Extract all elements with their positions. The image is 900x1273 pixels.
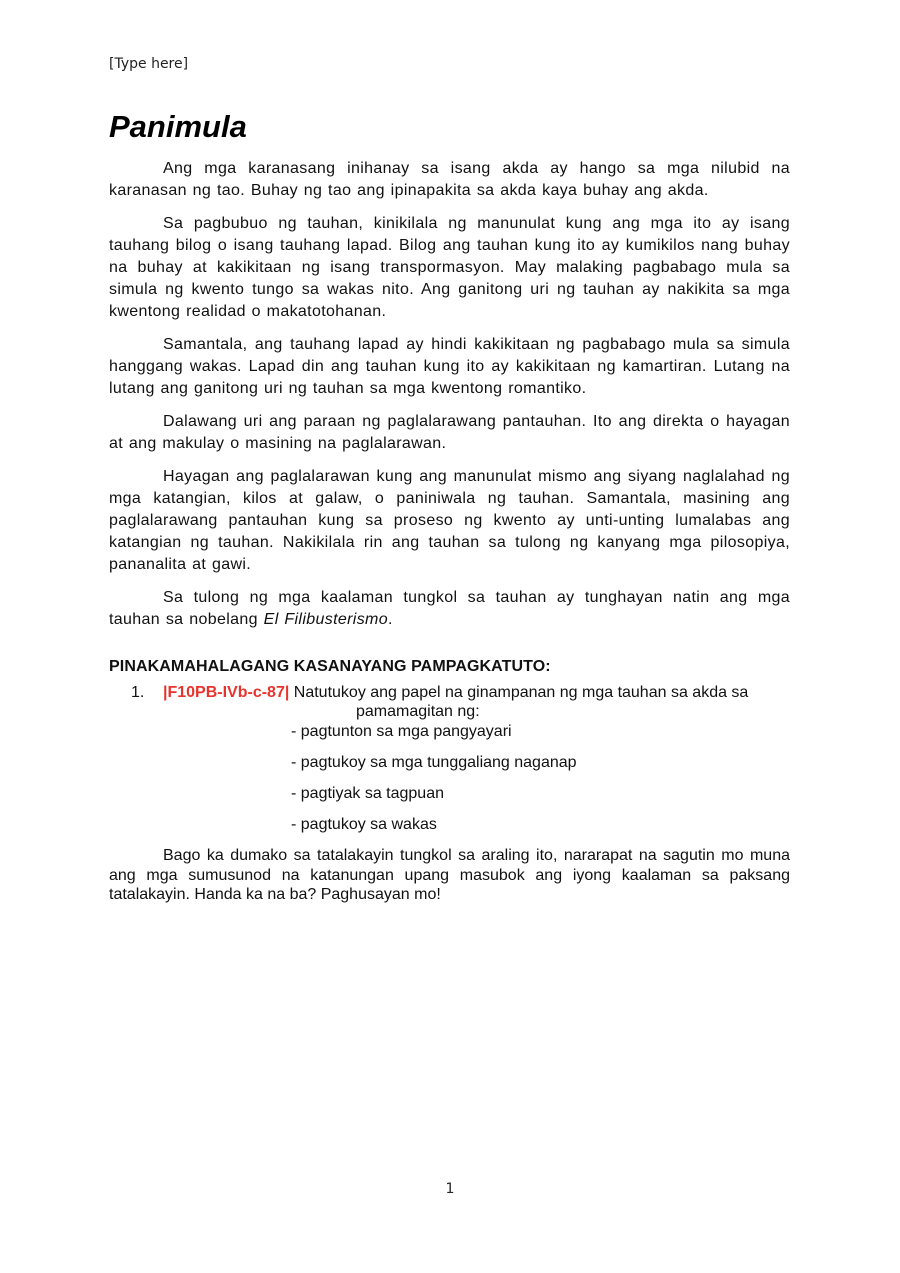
novel-title: El Filibusterismo: [263, 611, 388, 628]
paragraph-4: Dalawang uri ang paraan ng paglalarawang pantauhan. Ito ang direkta o hayagan at ang makulay o masining na paglalarawan.: [109, 413, 790, 452]
paragraph-1: Ang mga karanasang inihanay sa isang akda ay hango sa mga nilubid na karanasan ng tao. Buhay ng tao ang ipinapakita sa akda kaya buhay ang akda.: [109, 160, 790, 199]
competency-subitem: - pagtunton sa mga pangyayari: [291, 723, 512, 740]
document-body: [109, 108, 790, 921]
header-placeholder: [Type here]: [109, 56, 189, 72]
closing-paragraph: Bago ka dumako sa tatalakayin tungkol sa araling ito, nararapat na sagutin mo muna ang mga sumusunod na katanungan upang masubok ang iyong kaalaman sa paksang tatalakayin. Handa ka na ba? Paghusayan mo!: [109, 847, 790, 903]
paragraph-3: Samantala, ang tauhang lapad ay hindi kakikitaan ng pagbabago mula sa simula hanggang wakas. Lapad din ang tauhan kung ito ay kakikitaan ng kamartiran. Lutang na lutang ang ganitong uri ng tauhan sa mga kwentong romantiko.: [109, 336, 790, 397]
competency-code: |F10PB-IVb-c-87|: [163, 684, 290, 701]
page-title: Panimula: [109, 109, 247, 144]
competency-number: 1.: [131, 684, 145, 701]
page-number: 1: [445, 1181, 455, 1197]
paragraph-6-end: .: [387, 611, 393, 628]
competency-subitem: - pagtukoy sa mga tunggaliang naganap: [291, 754, 577, 771]
competency-text-continued: pamamagitan ng:: [356, 703, 480, 720]
paragraph-5: Hayagan ang paglalarawan kung ang manunulat mismo ang siyang naglalahad ng mga katangian, kilos at galaw, o paniniwala ng tauhan. Samantala, masining ang paglalarawang pantauhan kung sa proseso ng kwento ay unti-unting lumalabas ang katangian ng tauhan. Nakikilala rin ang tauhan sa tulong ng kanyang mga pilosopiya, pananalita at gawi.: [109, 468, 790, 573]
competency-heading: PINAKAMAHALAGANG KASANAYANG PAMPAGKATUTO:: [109, 658, 551, 675]
paragraph-2: Sa pagbubuo ng tauhan, kinikilala ng manunulat kung ang mga ito ay isang tauhang bilog o isang tauhang lapad. Bilog ang tauhan kung ito ay kumikilos nang buhay na buhay at kakikitaan ng isang transpormasyon. May malaking pagbabago mula sa simula ng kwento tungo sa wakas nito. Ang ganitong uri ng tauhan ay nakikita sa mga kwentong realidad o makatotohanan.: [109, 215, 790, 320]
competency-subitem: - pagtukoy sa wakas: [291, 816, 437, 833]
competency-item: [109, 683, 790, 721]
paragraph-6: [109, 587, 790, 631]
competency-text: Natutukoy ang papel na ginampanan ng mga tauhan sa akda sa: [289, 684, 749, 701]
competency-subitem: - pagtiyak sa tagpuan: [291, 785, 444, 802]
paragraph-6-text: Sa tulong ng mga kaalaman tungkol sa tauhan ay tunghayan natin ang mga tauhan sa nobelang: [109, 589, 790, 628]
competency-body: [163, 683, 790, 721]
